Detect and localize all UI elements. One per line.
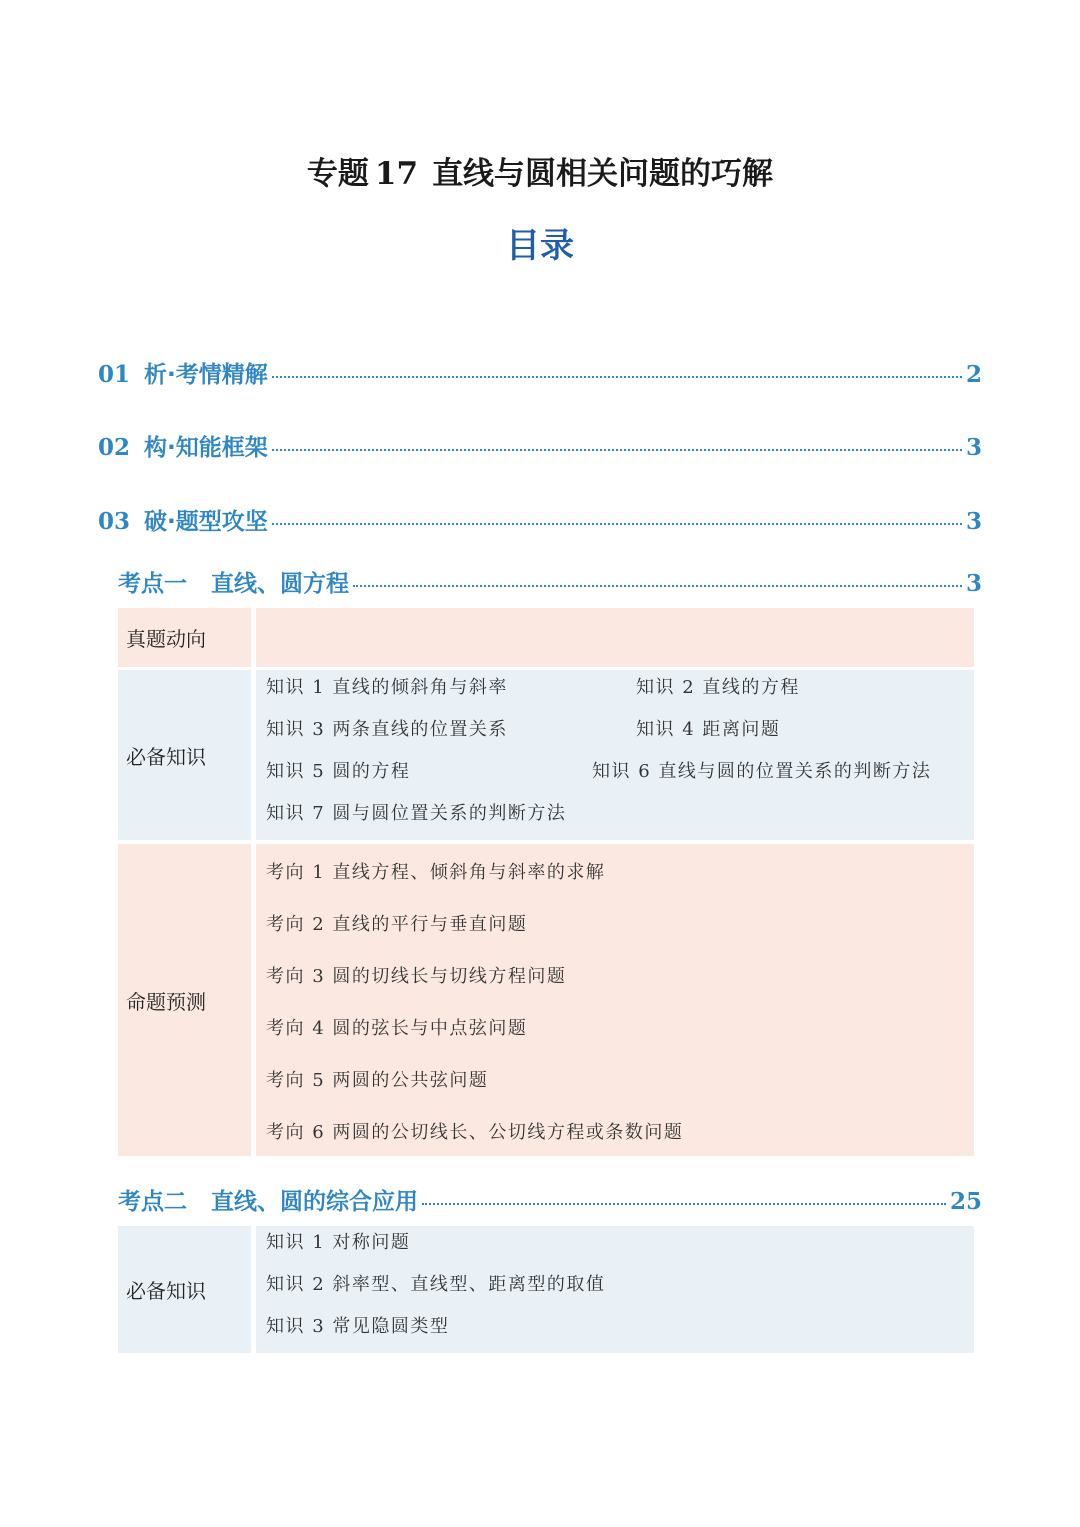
knowledge-item[interactable]: 知识 3 两条直线的位置关系 (266, 719, 508, 740)
toc-leader-dots (272, 449, 962, 451)
bibei-content (256, 1226, 974, 1353)
kaodian-page: 3 (965, 570, 982, 597)
toc-kaodian-1[interactable] (118, 565, 982, 598)
document-title (0, 148, 1080, 193)
knowledge-item[interactable]: 知识 6 直线与圆的位置关系的判断方法 (592, 761, 932, 782)
prediction-item[interactable]: 考向 3 圆的切线长与切线方程问题 (266, 966, 567, 987)
toc-entry-number: 03 (98, 508, 131, 535)
toc-entry-number: 01 (98, 361, 131, 388)
toc-kaodian-2[interactable] (118, 1183, 982, 1216)
bibei-label: 必备知识 (118, 1226, 251, 1353)
kaodian-page: 25 (949, 1188, 982, 1215)
toc-entry-03[interactable] (98, 503, 982, 536)
knowledge-item[interactable]: 知识 4 距离问题 (636, 719, 781, 740)
knowledge-item[interactable]: 知识 3 常见隐圆类型 (266, 1316, 450, 1337)
toc-entry-label: 破·题型攻坚 (144, 509, 268, 535)
prediction-item[interactable]: 考向 6 两圆的公切线长、公切线方程或条数问题 (266, 1122, 684, 1143)
toc-entry-label: 构·知能框架 (144, 435, 268, 461)
toc-leader-dots (422, 1203, 946, 1205)
toc-entry-page: 2 (965, 361, 982, 388)
prediction-item[interactable]: 考向 2 直线的平行与垂直问题 (266, 914, 528, 935)
toc-leader-dots (353, 585, 962, 587)
toc-leader-dots (272, 376, 962, 378)
mingti-row (118, 844, 974, 1156)
zhenti-row (118, 608, 974, 667)
kaodian-number-label: 考点二 (118, 1189, 187, 1215)
knowledge-item[interactable]: 知识 2 斜率型、直线型、距离型的取值 (266, 1274, 606, 1295)
bibei-row-1 (118, 670, 974, 840)
toc-entry-page: 3 (965, 434, 982, 461)
zhenti-content (256, 608, 974, 667)
mingti-content (256, 844, 974, 1156)
toc-leader-dots (272, 523, 962, 525)
kaodian-number-label: 考点一 (118, 571, 187, 597)
bibei-label: 必备知识 (118, 670, 251, 840)
title-prefix: 专题 (306, 156, 369, 192)
kaodian-title: 直线、圆方程 (211, 571, 349, 597)
title-text: 直线与圆相关问题的巧解 (432, 156, 774, 192)
title-number: 17 (374, 156, 419, 192)
bibei-row-2 (118, 1226, 974, 1353)
bibei-content (256, 670, 974, 840)
prediction-item[interactable]: 考向 5 两圆的公共弦问题 (266, 1070, 489, 1091)
toc-entry-page: 3 (965, 508, 982, 535)
kaodian-title: 直线、圆的综合应用 (211, 1189, 418, 1215)
knowledge-item[interactable]: 知识 1 对称问题 (266, 1232, 411, 1253)
toc-entry-01[interactable] (98, 356, 982, 389)
mingti-label: 命题预测 (118, 844, 251, 1156)
prediction-item[interactable]: 考向 4 圆的弦长与中点弦问题 (266, 1018, 528, 1039)
knowledge-item[interactable]: 知识 7 圆与圆位置关系的判断方法 (266, 803, 567, 824)
prediction-item[interactable]: 考向 1 直线方程、倾斜角与斜率的求解 (266, 862, 606, 883)
zhenti-label: 真题动向 (118, 608, 251, 667)
knowledge-item[interactable]: 知识 2 直线的方程 (636, 677, 800, 698)
knowledge-item[interactable]: 知识 1 直线的倾斜角与斜率 (266, 677, 508, 698)
toc-entry-02[interactable] (98, 429, 982, 462)
toc-entry-label: 析·考情精解 (144, 362, 268, 388)
knowledge-item[interactable]: 知识 5 圆的方程 (266, 761, 411, 782)
toc-entry-number: 02 (98, 434, 131, 461)
toc-heading: 目录 (506, 226, 574, 266)
